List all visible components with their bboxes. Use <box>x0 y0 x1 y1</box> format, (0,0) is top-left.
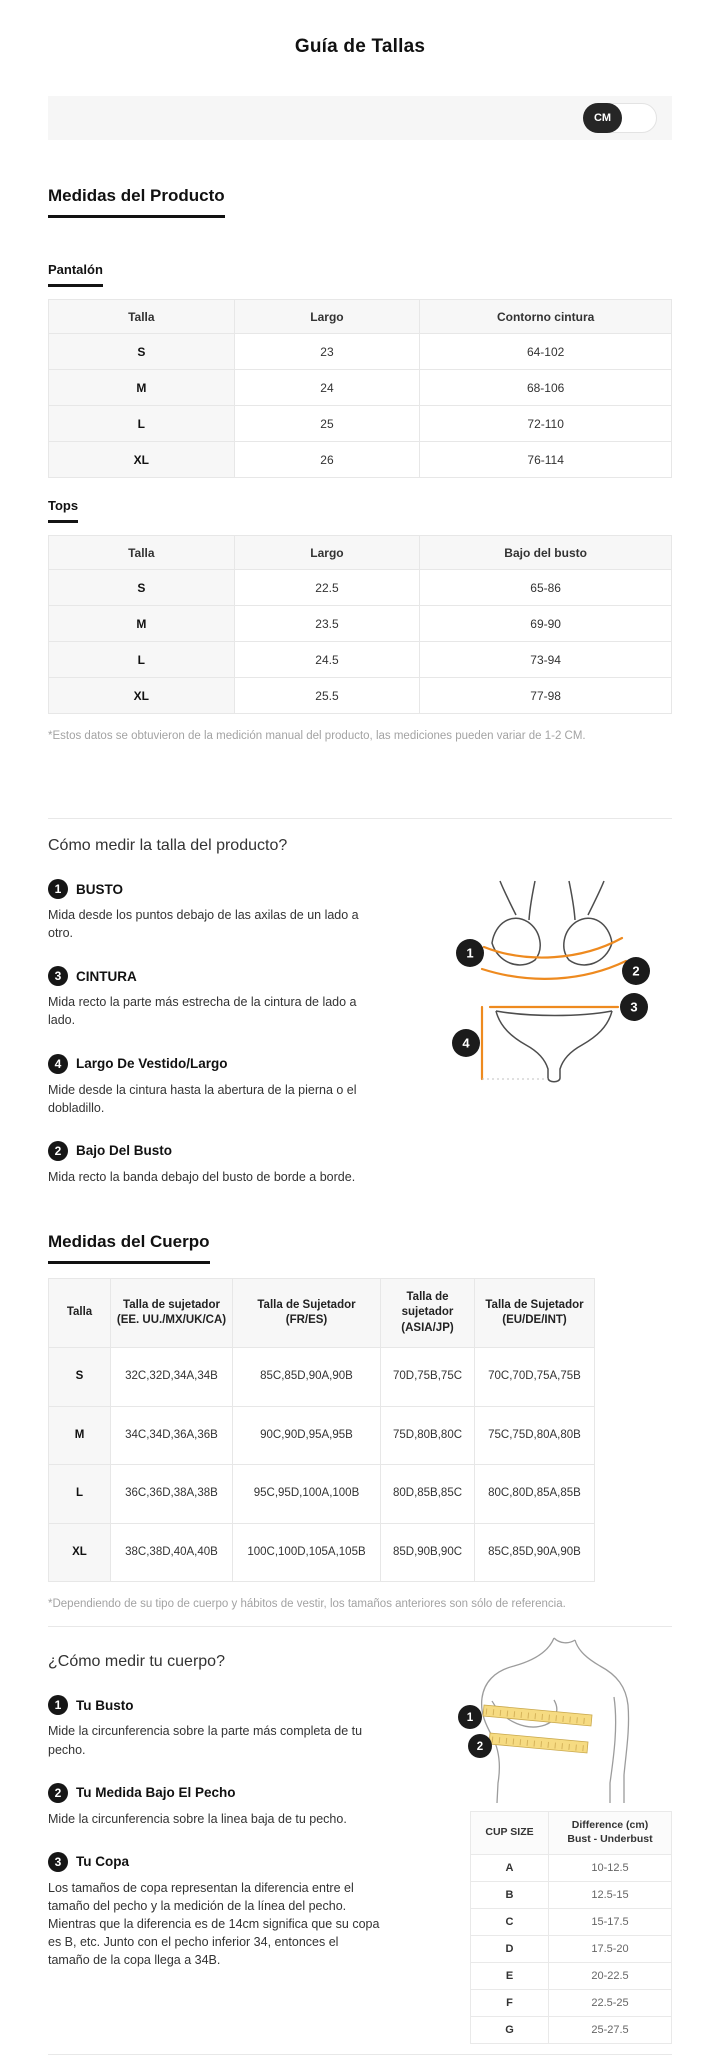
instruction-item <box>48 1695 393 1758</box>
instruction-text: Mida desde los puntos debajo de las axilas de un lado a otro. <box>48 908 359 941</box>
instruction-item <box>48 879 393 942</box>
data-cell: 23 <box>234 334 420 370</box>
data-cell: 25-27.5 <box>549 2016 672 2043</box>
data-cell: 64-102 <box>420 334 672 370</box>
header-line: Difference (cm) <box>571 1819 649 1832</box>
data-cell: 20-22.5 <box>549 1962 672 1989</box>
table-row <box>49 1523 595 1582</box>
size-cell: L <box>49 642 235 678</box>
instruction-item <box>48 1783 393 1828</box>
torso-measure-illustration <box>442 1635 672 1803</box>
data-cell: 23.5 <box>234 606 420 642</box>
body-diagram-column <box>393 1635 672 2043</box>
data-cell: 72-110 <box>420 406 672 442</box>
table-row <box>471 1935 672 1962</box>
table-header-row <box>49 300 672 334</box>
data-cell: 100C,100D,105A,105B <box>233 1523 381 1582</box>
data-cell: 24.5 <box>234 642 420 678</box>
data-cell: 17.5-20 <box>549 1935 672 1962</box>
data-cell: 80C,80D,85A,85B <box>475 1465 595 1524</box>
size-cell: S <box>49 1348 111 1407</box>
how-measure-product-title: Cómo medir la talla del producto? <box>48 837 288 854</box>
underbust-tape <box>489 1733 588 1753</box>
data-cell: 75C,75D,80A,80B <box>475 1406 595 1465</box>
data-cell: 85C,85D,90A,90B <box>233 1348 381 1407</box>
table-row <box>471 2016 672 2043</box>
step-number-badge: 3 <box>48 966 68 986</box>
cup-cell: B <box>471 1881 549 1908</box>
table-row <box>49 406 672 442</box>
step-number-badge: 1 <box>48 879 68 899</box>
bikini-diagram <box>393 879 672 1186</box>
instruction-label: Largo De Vestido/Largo <box>76 1056 228 1071</box>
instruction-label: Tu Copa <box>76 1854 129 1870</box>
table-header-row <box>49 1278 595 1348</box>
step-number-badge: 2 <box>48 1141 68 1161</box>
how-measure-product-section <box>48 879 672 1186</box>
tab-tops: Tops <box>48 498 78 523</box>
header-cell: Bajo del busto <box>420 536 672 570</box>
size-cell: S <box>49 570 235 606</box>
cup-cell: C <box>471 1908 549 1935</box>
cup-cell: A <box>471 1854 549 1881</box>
body-size-table <box>48 1278 595 1583</box>
data-cell: 76-114 <box>420 442 672 478</box>
header-cell: Talla <box>49 1278 111 1348</box>
page-title: Guía de Tallas <box>294 36 426 57</box>
body-measure-instructions <box>48 1635 393 2043</box>
product-measure-note: *Estos datos se obtuvieron de la medición manual del producto, las mediciones pueden variar de 1-2 CM. <box>48 730 586 742</box>
data-cell: 34C,34D,36A,36B <box>111 1406 233 1465</box>
header-cell: Largo <box>234 300 420 334</box>
instruction-label: CINTURA <box>76 968 137 984</box>
data-cell: 32C,32D,34A,34B <box>111 1348 233 1407</box>
table-row <box>471 1962 672 1989</box>
body-measures-title: Medidas del Cuerpo <box>48 1232 210 1264</box>
data-cell: 85C,85D,90A,90B <box>475 1523 595 1582</box>
table-header-row <box>471 1812 672 1854</box>
size-cell: L <box>49 406 235 442</box>
data-cell: 70D,75B,75C <box>381 1348 475 1407</box>
measuring-tapes <box>483 1705 592 1753</box>
bust-tape <box>483 1705 592 1726</box>
header-cell: Contorno cintura <box>420 300 672 334</box>
data-cell: 12.5-15 <box>549 1881 672 1908</box>
how-measure-body-title: ¿Cómo medir tu cuerpo? <box>48 1653 225 1671</box>
instruction-text: Mida recto la parte más estrecha de la cintura de lado a lado. <box>48 995 357 1028</box>
size-cell: XL <box>49 678 235 714</box>
table-row <box>49 1348 595 1407</box>
data-cell: 85D,90B,90C <box>381 1523 475 1582</box>
step-number-badge: 1 <box>48 1695 68 1715</box>
table-row <box>471 1881 672 1908</box>
section-divider <box>48 1626 672 1627</box>
pant-size-table <box>48 299 672 478</box>
data-cell: 24 <box>234 370 420 406</box>
header-cell <box>549 1812 672 1854</box>
data-cell: 22.5 <box>234 570 420 606</box>
table-row <box>49 334 672 370</box>
tops-size-table <box>48 535 672 714</box>
tab-pantalon: Pantalón <box>48 262 103 287</box>
header-cell: Talla de sujetador (ASIA/JP) <box>381 1278 475 1348</box>
header-cell: CUP SIZE <box>471 1812 549 1854</box>
data-cell: 36C,36D,38A,38B <box>111 1465 233 1524</box>
data-cell: 68-106 <box>420 370 672 406</box>
instruction-text: Mida recto la banda debajo del busto de borde a borde. <box>48 1169 356 1184</box>
instruction-item <box>48 1141 393 1186</box>
svg-text:1: 1 <box>466 945 474 961</box>
measure-instructions <box>48 879 393 1186</box>
bikini-measure-illustration <box>432 879 672 1097</box>
data-cell: 25 <box>234 406 420 442</box>
svg-text:2: 2 <box>476 1741 484 1754</box>
data-cell: 90C,90D,95A,95B <box>233 1406 381 1465</box>
table-header-row <box>49 536 672 570</box>
data-cell: 69-90 <box>420 606 672 642</box>
svg-text:3: 3 <box>630 999 638 1015</box>
instruction-label: BUSTO <box>76 881 124 897</box>
table-row <box>49 642 672 678</box>
data-cell: 73-94 <box>420 642 672 678</box>
body-measure-note: *Dependiendo de su tipo de cuerpo y hábitos de vestir, los tamaños anteriores son sólo de referencia. <box>48 1598 566 1611</box>
data-cell: 10-12.5 <box>549 1854 672 1881</box>
data-cell: 22.5-25 <box>549 1989 672 2016</box>
data-cell: 65-86 <box>420 570 672 606</box>
unit-bar <box>48 96 672 140</box>
instruction-label: Bajo Del Busto <box>76 1143 173 1159</box>
table-row <box>471 1908 672 1935</box>
table-row <box>471 1989 672 2016</box>
cup-cell: D <box>471 1935 549 1962</box>
instruction-item <box>48 1852 393 1970</box>
header-cell: Talla de Sujetador (FR/ES) <box>233 1278 381 1348</box>
data-cell: 38C,38D,40A,40B <box>111 1523 233 1582</box>
data-cell: 26 <box>234 442 420 478</box>
size-cell: M <box>49 370 235 406</box>
how-measure-body-section <box>48 1635 672 2043</box>
instruction-item <box>48 966 393 1029</box>
svg-text:4: 4 <box>462 1035 470 1051</box>
size-cell: S <box>49 334 235 370</box>
cup-cell: G <box>471 2016 549 2043</box>
table-row <box>49 442 672 478</box>
data-cell: 70C,70D,75A,75B <box>475 1348 595 1407</box>
svg-text:1: 1 <box>466 1712 474 1725</box>
table-row <box>49 370 672 406</box>
table-row <box>49 678 672 714</box>
step-number-badge: 4 <box>48 1054 68 1074</box>
instruction-text: Los tamaños de copa representan la diferencia entre el tamaño del pecho y la medición de la línea del pecho. Mientras que la diferencia es de 14cm significa que su copa es B, etc. Junto con el pecho inferior 34, entonces el tamaño de la copa llega a 34B. <box>48 1880 380 1968</box>
header-cell: Largo <box>234 536 420 570</box>
data-cell: 15-17.5 <box>549 1908 672 1935</box>
header-cell: Talla de sujetador (EE. UU./MX/UK/CA) <box>111 1278 233 1348</box>
table-row <box>49 1465 595 1524</box>
header-line: Bust - Underbust <box>567 1833 653 1846</box>
instruction-label: Tu Busto <box>76 1697 134 1713</box>
table-row <box>49 1406 595 1465</box>
table-row <box>49 570 672 606</box>
instruction-text: Mide desde la cintura hasta la abertura de la pierna o el dobladillo. <box>48 1082 357 1115</box>
header-cell: Talla <box>49 536 235 570</box>
data-cell: 95C,95D,100A,100B <box>233 1465 381 1524</box>
cup-size-table <box>470 1811 672 2043</box>
underbust-measure-line <box>482 961 626 979</box>
cup-cell: F <box>471 1989 549 2016</box>
cup-cell: E <box>471 1962 549 1989</box>
size-cell: M <box>49 606 235 642</box>
instruction-item <box>48 1054 393 1117</box>
size-cell: XL <box>49 442 235 478</box>
table-row <box>471 1854 672 1881</box>
header-cell: Talla de Sujetador (EU/DE/INT) <box>475 1278 595 1348</box>
data-cell: 77-98 <box>420 678 672 714</box>
step-number-badge: 3 <box>48 1852 68 1872</box>
data-cell: 75D,80B,80C <box>381 1406 475 1465</box>
data-cell: 80D,85B,85C <box>381 1465 475 1524</box>
product-measures-title: Medidas del Producto <box>48 186 225 218</box>
bust-measure-line <box>484 938 622 958</box>
unit-cm-option[interactable]: CM <box>583 103 622 133</box>
instruction-text: Mide la circunferencia sobre la parte más completa de tu pecho. <box>48 1724 363 1757</box>
step-number-badge: 2 <box>48 1783 68 1803</box>
header-cell: Talla <box>49 300 235 334</box>
size-cell: XL <box>49 1523 111 1582</box>
instruction-label: Tu Medida Bajo El Pecho <box>76 1785 236 1801</box>
instruction-text: Mide la circunferencia sobre la linea baja de tu pecho. <box>48 1811 347 1826</box>
table-row <box>49 606 672 642</box>
size-cell: M <box>49 1406 111 1465</box>
unit-toggle[interactable] <box>583 103 657 133</box>
section-divider <box>48 818 672 819</box>
svg-text:2: 2 <box>632 963 640 979</box>
data-cell: 25.5 <box>234 678 420 714</box>
size-cell: L <box>49 1465 111 1524</box>
